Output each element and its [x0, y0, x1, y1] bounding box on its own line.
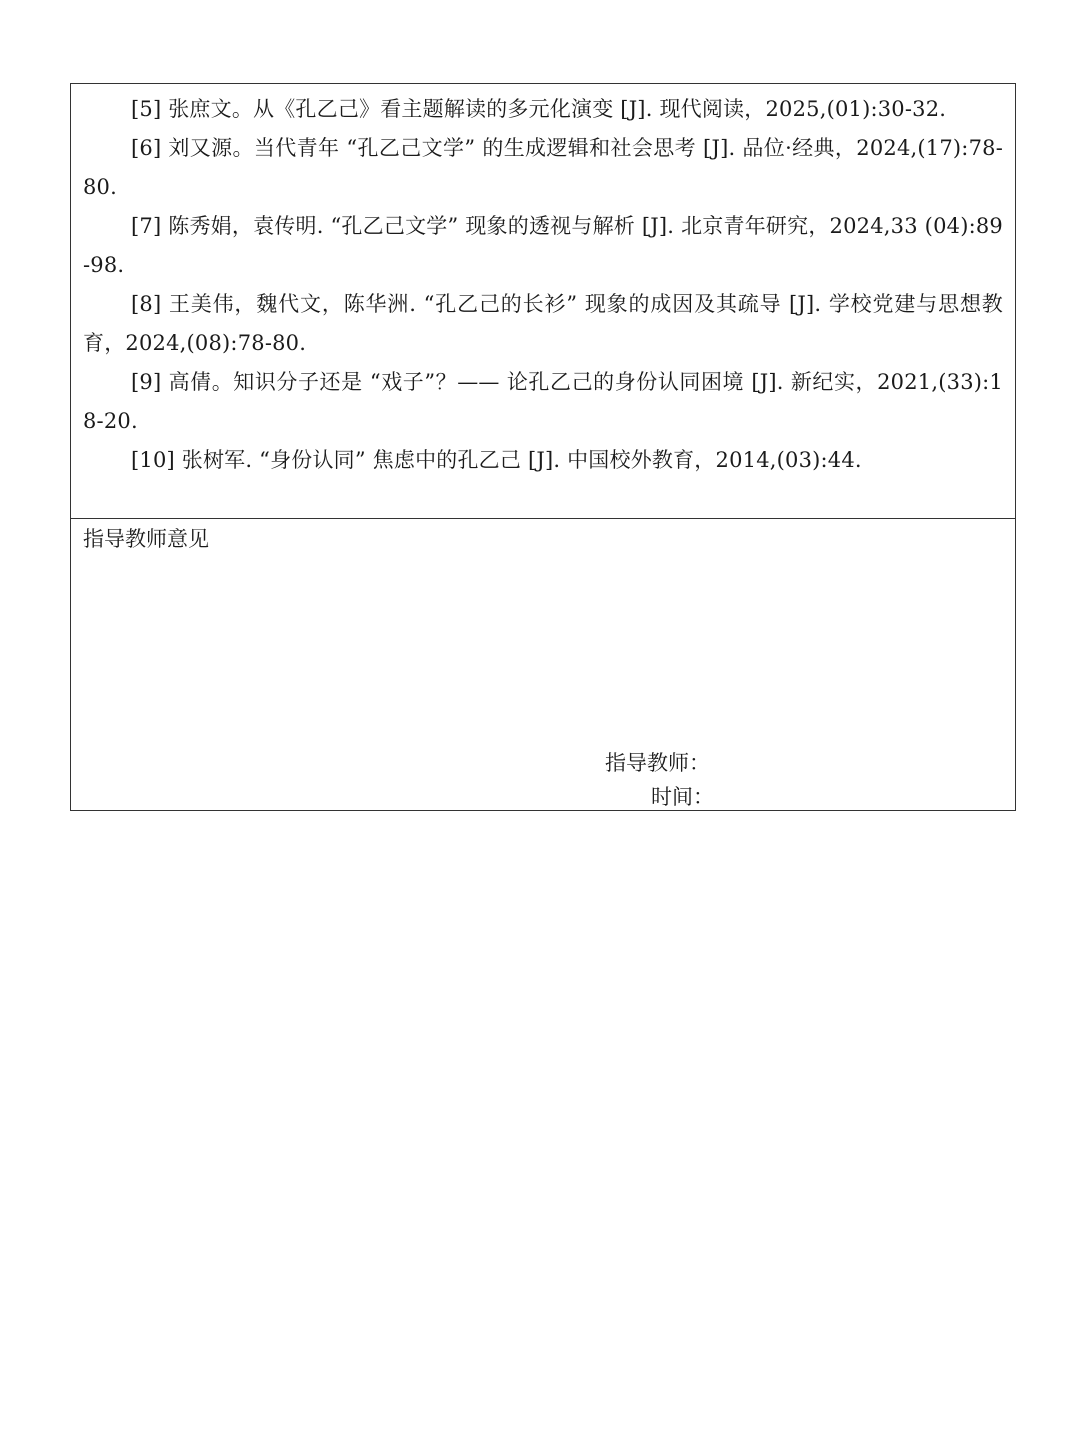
- reference-item: [9] 高倩。知识分子还是 “戏子”？—— 论孔乙己的身份认同困境 [J]. 新纪实，2021,(33):18-20.: [83, 370, 1003, 433]
- form-table: [70, 83, 1016, 811]
- reference-item: [6] 刘又源。当代青年 “孔乙己文学” 的生成逻辑和社会思考 [J]. 品位·经典，2024,(17):78-80.: [83, 136, 1003, 199]
- reference-item: [8] 王美伟，魏代文，陈华洲. “孔乙己的长衫” 现象的成因及其疏导 [J]. 学校党建与思想教育，2024,(08):78-80.: [83, 292, 1003, 355]
- advisor-date-label: 时间：: [651, 785, 714, 809]
- references-cell: [71, 84, 1015, 519]
- advisor-opinion-heading: 指导教师意见: [83, 527, 209, 551]
- reference-item: [5] 张庶文。从《孔乙己》看主题解读的多元化演变 [J]. 现代阅读，2025,(01):30-32.: [131, 97, 947, 121]
- reference-item: [7] 陈秀娟，袁传明. “孔乙己文学” 现象的透视与解析 [J]. 北京青年研究，2024,33 (04):89-98.: [83, 214, 1003, 277]
- advisor-opinion-cell: [71, 519, 1015, 810]
- reference-item: [10] 张树军. “身份认同” 焦虑中的孔乙己 [J]. 中国校外教育，2014,(03):44.: [131, 448, 862, 472]
- advisor-signature-label: 指导教师：: [605, 751, 710, 775]
